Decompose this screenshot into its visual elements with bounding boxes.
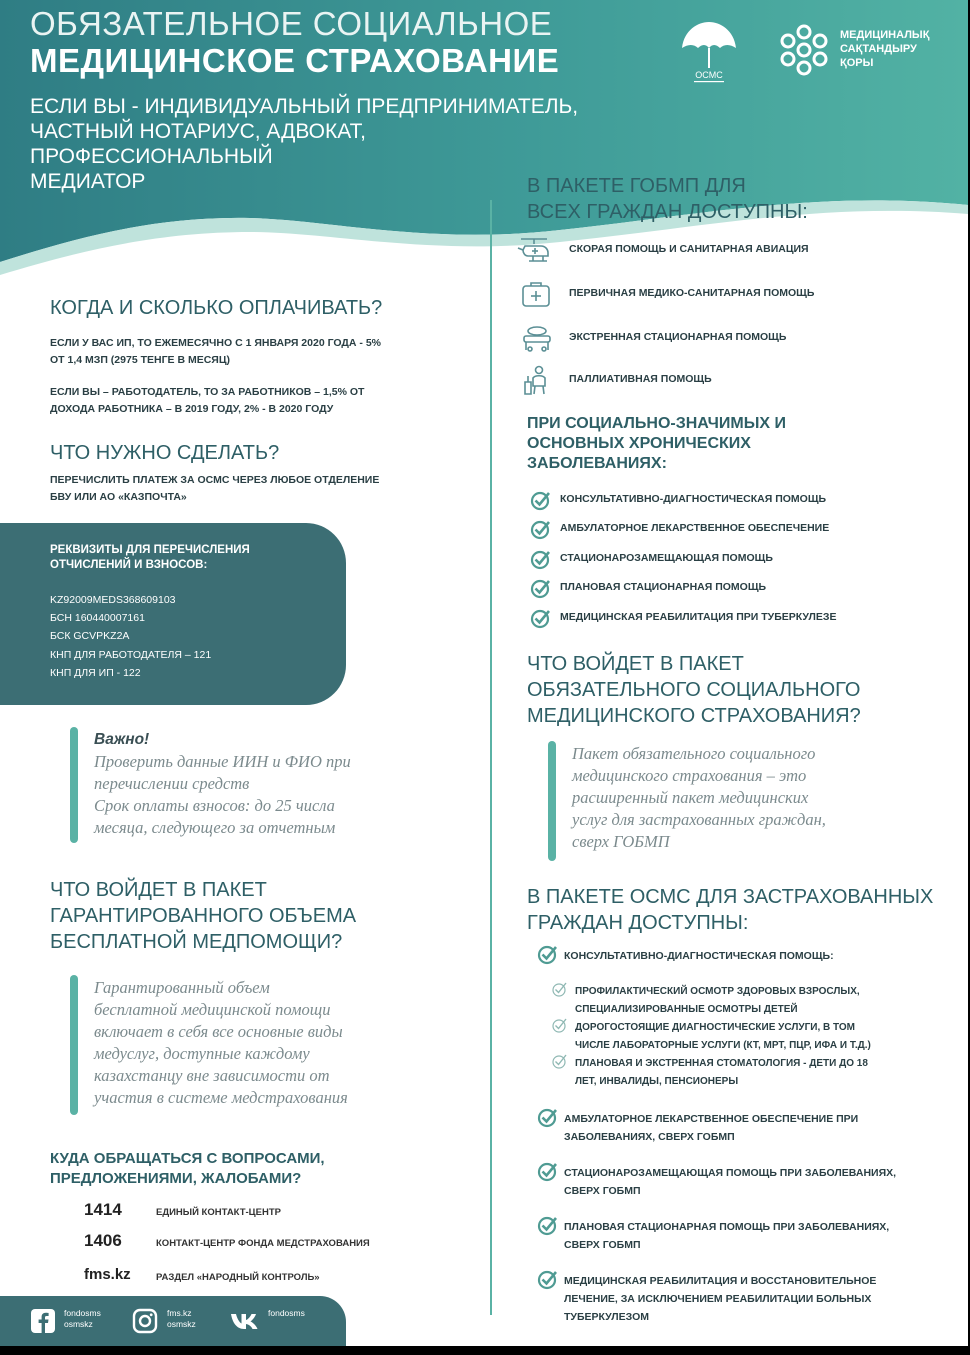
checkmark-outline-icon: [552, 1017, 568, 1033]
text-line: Срок оплаты взносов: до 25 числа: [94, 796, 335, 815]
text-line: медуслуг, доступные каждому: [94, 1044, 310, 1063]
subtitle-line: ЧАСТНЫЙ НОТАРИУС, АДВОКАТ,: [30, 120, 366, 143]
text-line: ГАРАНТИРОВАННОГО ОБЪЕМА: [50, 905, 357, 927]
contact-label: РАЗДЕЛ «НАРОДНЫЙ КОНТРОЛЬ»: [156, 1272, 320, 1283]
social-label: [268, 1308, 305, 1319]
checkmark-circle-icon: [530, 577, 552, 599]
checkmark-circle-icon: [530, 607, 552, 629]
checkmark-circle-icon: [537, 1268, 559, 1290]
text-line: бесплатной медицинской помощи: [94, 1000, 331, 1019]
important-note: [70, 727, 430, 845]
text-line: ОБЯЗАТЕЛЬНОГО СОЦИАЛЬНОГО: [527, 679, 861, 701]
text-line: ПЛАНОВАЯ И ЭКСТРЕННАЯ СТОМАТОЛОГИЯ - ДЕТИ ДО 18: [575, 1058, 868, 1069]
insured-item-label: [564, 1110, 858, 1146]
chronic-item-label: КОНСУЛЬТАТИВНО-ДИАГНОСТИЧЕСКАЯ ПОМОЩЬ: [560, 493, 827, 505]
insured-item-label: [564, 947, 834, 965]
text-line: В ПАКЕТЕ ОСМС ДЛЯ ЗАСТРАХОВАННЫХ: [527, 886, 934, 908]
header-banner: [0, 0, 968, 290]
service-label: ПЕРВИЧНАЯ МЕДИКО-САНИТАРНАЯ ПОМОЩЬ: [569, 287, 815, 299]
checkmark-circle-icon: [537, 1214, 559, 1236]
osms-quote-text: [572, 743, 826, 853]
text-line: РЕКВИЗИТЫ ДЛЯ ПЕРЕЧИСЛЕНИЯ: [50, 544, 250, 556]
text-line: ЧТО ВОЙДЕТ В ПАКЕТ: [50, 879, 267, 901]
text-line: медицинского страхования – это: [572, 766, 807, 785]
helicopter-icon: [517, 234, 553, 266]
social-label: [167, 1308, 196, 1330]
osms-quote: [548, 741, 948, 863]
osms-logo-text: ОСМС: [695, 70, 723, 80]
text-line: ЗАБОЛЕВАНИЯХ:: [527, 455, 667, 472]
text-line: ЧИСЛЕ ЛАБОРАТОРНЫЕ УСЛУГИ (КТ, МРТ, ПЦР, ИФА И Т.Д.): [575, 1040, 871, 1051]
text-line: ОСНОВНЫХ ХРОНИЧЕСКИХ: [527, 435, 751, 452]
text-line: ДОХОДА РАБОТНИКА – В 2019 ГОДУ, 2% - В 2020 ГОДУ: [50, 403, 334, 415]
gobmp-quote: [70, 975, 430, 1117]
text-line: СВЕРХ ГОБМП: [564, 1239, 641, 1251]
gobmp-question-title: [50, 877, 356, 955]
service-label: СКОРАЯ ПОМОЩЬ И САНИТАРНАЯ АВИАЦИЯ: [569, 243, 809, 255]
text-line: В ПАКЕТЕ ГОБМП ДЛЯ: [527, 175, 746, 197]
text-line: ПРОФИЛАКТИЧЕСКИЙ ОСМОТР ЗДОРОВЫХ ВЗРОСЛЫХ,: [575, 986, 860, 997]
text-line: osmskz: [64, 1319, 93, 1329]
quote-bar: [70, 727, 78, 843]
chronic-title: [527, 414, 786, 474]
fund-name-line: ҚОРЫ: [840, 57, 874, 69]
service-label: ЭКСТРЕННАЯ СТАЦИОНАРНАЯ ПОМОЩЬ: [569, 331, 787, 343]
text-line: Гарантированный объем: [94, 978, 270, 997]
contact-label: КОНТАКТ-ЦЕНТР ФОНДА МЕДСТРАХОВАНИЯ: [156, 1238, 370, 1249]
text-line: fondosms: [64, 1308, 101, 1318]
quote-bar: [548, 741, 556, 861]
when-title: КОГДА И СКОЛЬКО ОПЛАЧИВАТЬ?: [50, 297, 383, 319]
text-line: ТУБЕРКУЛЕЗОМ: [564, 1311, 650, 1323]
text-line: ГРАЖДАН ДОСТУПНЫ:: [527, 912, 749, 934]
text-line: КОНСУЛЬТАТИВНО-ДИАГНОСТИЧЕСКАЯ ПОМОЩЬ:: [564, 950, 834, 962]
osms-umbrella-logo: [678, 18, 740, 86]
social-footer: [0, 1296, 346, 1346]
facebook-icon[interactable]: [30, 1308, 56, 1334]
todo-title: ЧТО НУЖНО СДЕЛАТЬ?: [50, 442, 280, 464]
text-line: ПРИ СОЦИАЛЬНО-ЗНАЧИМЫХ И: [527, 415, 786, 432]
text-line: услуг для застрахованных граждан,: [572, 810, 826, 829]
fund-logo: [776, 22, 966, 80]
when-paragraph-2: [50, 384, 364, 418]
text-line: СТАЦИОНАРОЗАМЕЩАЮЩАЯ ПОМОЩЬ ПРИ ЗАБОЛЕВАНИЯХ,: [564, 1167, 897, 1179]
gobmp-available-title: [527, 173, 808, 225]
checkmark-circle-icon: [537, 1106, 559, 1128]
todo-paragraph: [50, 472, 379, 506]
fund-name-line: САҚТАНДЫРУ: [840, 43, 917, 55]
instagram-icon[interactable]: [132, 1308, 158, 1334]
text-line: ЕСЛИ У ВАС ИП, ТО ЕЖЕМЕСЯЧНО С 1 ЯНВАРЯ 2020 ГОДА - 5%: [50, 337, 381, 349]
requisites-box: [0, 523, 346, 705]
important-text: [94, 729, 351, 839]
text-line: ВСЕХ ГРАЖДАН ДОСТУПНЫ:: [527, 201, 808, 223]
when-paragraph-1: [50, 335, 381, 369]
hospital-bed-icon: [517, 322, 553, 354]
contact-number: 1406: [84, 1231, 122, 1250]
contacts-title: [50, 1149, 325, 1189]
contact-website[interactable]: fms.kz: [84, 1266, 131, 1283]
text-line: расширенный пакет медицинских: [572, 788, 809, 807]
text-line: месяца, следующего за отчетным: [94, 818, 336, 837]
sub-item-label: [575, 1019, 871, 1055]
subtitle-line: ПРОФЕССИОНАЛЬНЫЙ: [30, 145, 273, 168]
text-line: ЕСЛИ ВЫ – РАБОТОДАТЕЛЬ, ТО ЗА РАБОТНИКОВ – 1,5% ОТ: [50, 386, 365, 398]
sub-item-label: [575, 983, 860, 1019]
first-aid-kit-icon: [517, 278, 553, 310]
text-line: ОТ 1,4 МЗП (2975 ТЕНГЕ В МЕСЯЦ): [50, 354, 230, 366]
text-line: Пакет обязательного социального: [572, 744, 816, 763]
checkmark-circle-icon: [537, 943, 559, 965]
text-line: БЕСПЛАТНОЙ МЕДПОМОЩИ?: [50, 931, 343, 953]
text-line: СВЕРХ ГОБМП: [564, 1185, 641, 1197]
fund-name-line: МЕДИЦИНАЛЫҚ: [840, 29, 930, 41]
snowflake-icon: [776, 22, 832, 78]
text-line: ДОРОГОСТОЯЩИЕ ДИАГНОСТИЧЕСКИЕ УСЛУГИ, В ТОМ: [575, 1022, 855, 1033]
subtitle-line: ЕСЛИ ВЫ - ИНДИВИДУАЛЬНЫЙ ПРЕДПРИНИМАТЕЛЬ,: [30, 95, 579, 118]
text-line: КУДА ОБРАЩАТЬСЯ С ВОПРОСАМИ,: [50, 1150, 325, 1167]
text-line: МЕДИЦИНСКОГО СТРАХОВАНИЯ?: [527, 705, 861, 727]
text-line: СПЕЦИАЛИЗИРОВАННЫЕ ОСМОТРЫ ДЕТЕЙ: [575, 1004, 798, 1015]
text-line: ОТЧИСЛЕНИЙ И ВЗНОСОВ:: [50, 559, 208, 571]
checkmark-outline-icon: [552, 981, 568, 997]
social-label: [64, 1308, 101, 1330]
text-line: fms.kz: [167, 1308, 192, 1318]
checkmark-circle-icon: [530, 518, 552, 540]
service-label: ПАЛЛИАТИВНАЯ ПОМОЩЬ: [569, 373, 712, 385]
sub-item-label: [575, 1055, 868, 1091]
chronic-item-label: ПЛАНОВАЯ СТАЦИОНАРНАЯ ПОМОЩЬ: [560, 581, 767, 593]
text-line: ЗАБОЛЕВАНИЯХ, СВЕРХ ГОБМП: [564, 1131, 735, 1143]
checkmark-outline-icon: [552, 1053, 568, 1069]
title-line-1: ОБЯЗАТЕЛЬНОЕ СОЦИАЛЬНОЕ: [30, 5, 553, 42]
requisites-list: [50, 591, 211, 682]
subtitle-line: МЕДИАТОР: [30, 170, 146, 193]
header-subtitle: [30, 94, 590, 194]
caregiver-icon: [517, 364, 553, 396]
text-line: участия в системе медстрахования: [94, 1088, 348, 1107]
text-line: сверх ГОБМП: [572, 832, 670, 851]
text-line: МЕДИЦИНСКАЯ РЕАБИЛИТАЦИЯ И ВОССТАНОВИТЕЛЬНОЕ: [564, 1275, 877, 1287]
insured-item-label: [564, 1218, 889, 1254]
requisites-title: [50, 543, 250, 573]
chronic-item-label: СТАЦИОНАРОЗАМЕЩАЮЩАЯ ПОМОЩЬ: [560, 552, 773, 564]
requisite-knp-employer: КНП ДЛЯ РАБОТОДАТЕЛЯ – 121: [50, 648, 212, 661]
quote-bar: [70, 975, 78, 1115]
requisite-iban: KZ92009MEDS368609103: [50, 594, 176, 606]
text-line: osmskz: [167, 1319, 196, 1329]
insured-item-label: [564, 1164, 896, 1200]
requisite-bik: БСК GCVPKZ2A: [50, 630, 130, 643]
checkmark-circle-icon: [537, 1160, 559, 1182]
contact-label: ЕДИНЫЙ КОНТАКТ-ЦЕНТР: [156, 1207, 281, 1218]
gobmp-quote-text: [94, 977, 348, 1109]
text-line: БВУ ИЛИ АО «КАЗПОЧТА»: [50, 491, 187, 503]
chronic-item-label: МЕДИЦИНСКАЯ РЕАБИЛИТАЦИЯ ПРИ ТУБЕРКУЛЕЗЕ: [560, 611, 837, 623]
text-line: ПЕРЕЧИСЛИТЬ ПЛАТЕЖ ЗА ОСМС ЧЕРЕЗ ЛЮБОЕ ОТДЕЛЕНИЕ: [50, 474, 380, 486]
text-line: ПЛАНОВАЯ СТАЦИОНАРНАЯ ПОМОЩЬ ПРИ ЗАБОЛЕВАНИЯХ,: [564, 1221, 890, 1233]
text-line: АМБУЛАТОРНОЕ ЛЕКАРСТВЕННОЕ ОБЕСПЕЧЕНИЕ ПРИ: [564, 1113, 859, 1125]
text-line: включает в себя все основные виды: [94, 1022, 343, 1041]
text-line: ЛЕТ, ИНВАЛИДЫ, ПЕНСИОНЕРЫ: [575, 1076, 739, 1087]
text-line: перечислении средств: [94, 774, 250, 793]
vk-icon[interactable]: [230, 1308, 260, 1334]
checkmark-circle-icon: [530, 489, 552, 511]
text-line: ЛЕЧЕНИЕ, ЗА ИСКЛЮЧЕНИЕМ РЕАБИЛИТАЦИИ БОЛЬНЫХ: [564, 1293, 872, 1305]
text-line: Проверить данные ИИН и ФИО при: [94, 752, 351, 771]
text-line: ЧТО ВОЙДЕТ В ПАКЕТ: [527, 653, 744, 675]
insured-item-label: [564, 1272, 876, 1326]
column-divider: [490, 200, 492, 1315]
text-line: fondosms: [268, 1308, 305, 1318]
insured-title: [527, 884, 933, 936]
requisite-knp-ip: КНП ДЛЯ ИП - 122: [50, 666, 141, 679]
title-line-2: МЕДИЦИНСКОЕ СТРАХОВАНИЕ: [30, 42, 560, 79]
requisite-bin: БСН 160440007161: [50, 612, 145, 625]
fund-name: [840, 28, 929, 70]
text-line: ПРЕДЛОЖЕНИЯМИ, ЖАЛОБАМИ?: [50, 1170, 302, 1187]
osms-question-title: [527, 651, 861, 729]
text-line: казахстанцу вне зависимости от: [94, 1066, 330, 1085]
checkmark-circle-icon: [530, 548, 552, 570]
important-label: Важно!: [94, 731, 150, 748]
chronic-item-label: АМБУЛАТОРНОЕ ЛЕКАРСТВЕННОЕ ОБЕСПЕЧЕНИЕ: [560, 522, 830, 534]
contact-number: 1414: [84, 1200, 122, 1219]
